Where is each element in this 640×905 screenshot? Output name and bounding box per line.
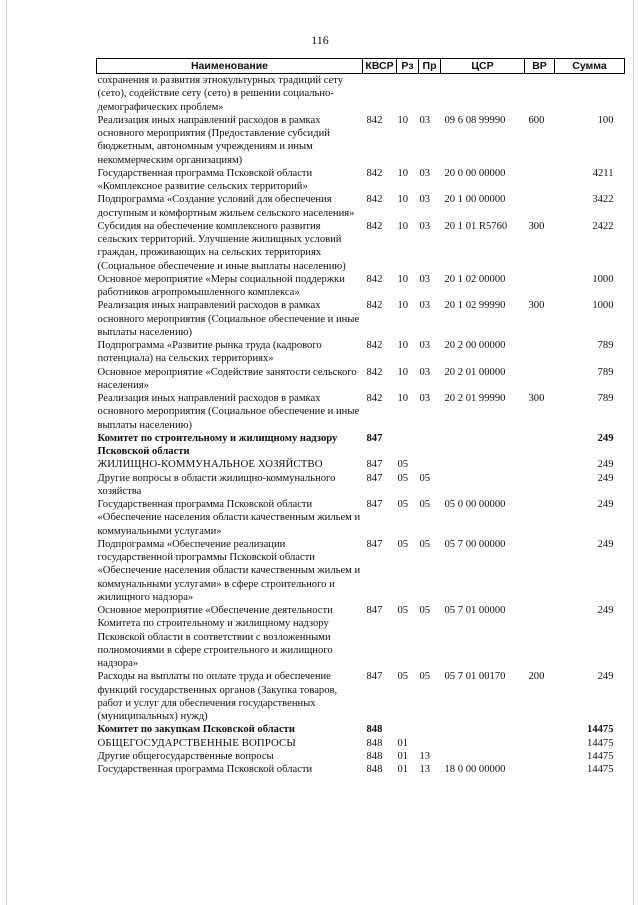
cell-vr: 300 <box>528 300 545 312</box>
cell-sum: 789 <box>597 340 614 351</box>
cell-vr <box>525 339 555 366</box>
header-kvsr: КВСР <box>363 59 397 74</box>
cell-csr: 20 2 01 99990 <box>444 393 506 404</box>
cell-name: Реализация иных направлений расходов в рамках основного мероприятия (Социальное обеспечение и иные выплаты населению) <box>97 300 360 338</box>
table-row <box>97 167 625 194</box>
cell-vr <box>525 604 555 670</box>
page-number: 116 <box>311 33 329 47</box>
cell-kvsr: 847 <box>366 605 383 616</box>
cell-kvsr: 848 <box>366 750 383 762</box>
cell-name: Основное мероприятие «Содействие занятости сельского населения» <box>97 366 357 391</box>
cell-vr: 300 <box>528 220 545 232</box>
cell-sum: 3422 <box>592 194 614 206</box>
cell-name: Реализация иных направлений расходов в рамках основного мероприятия (Социальное обеспечение и иные выплаты населению) <box>97 393 360 431</box>
cell-csr: 05 7 01 00000 <box>444 605 506 616</box>
cell-csr <box>441 723 525 736</box>
cell-vr <box>525 167 555 194</box>
cell-csr <box>441 458 525 471</box>
cell-name: Другие вопросы в области жилищно-коммунального хозяйства <box>97 472 336 497</box>
cell-kvsr: 842 <box>366 114 383 126</box>
cell-kvsr: 848 <box>366 724 383 736</box>
cell-kvsr: 842 <box>366 194 383 206</box>
table-row <box>97 604 625 670</box>
cell-sum: 249 <box>597 472 614 484</box>
cell-pr: 03 <box>419 393 431 404</box>
cell-name: Комитет по закупкам Псковской области <box>97 724 295 736</box>
cell-rz: 10 <box>397 300 409 312</box>
table-row <box>97 538 625 604</box>
cell-kvsr: 847 <box>366 499 383 510</box>
cell-vr <box>525 472 555 499</box>
header-vr: ВР <box>525 59 555 74</box>
cell-pr: 03 <box>419 220 431 232</box>
header-name: Наименование <box>97 59 363 74</box>
cell-pr: 03 <box>419 167 431 179</box>
cell-sum: 249 <box>597 538 614 550</box>
budget-table-container <box>96 58 624 776</box>
cell-rz: 05 <box>397 538 409 550</box>
cell-pr: 13 <box>419 764 431 775</box>
cell-sum: 789 <box>597 366 614 378</box>
cell-rz: 10 <box>397 114 409 126</box>
cell-sum: 2422 <box>592 220 614 232</box>
table-row <box>97 472 625 499</box>
cell-sum: 789 <box>597 393 614 404</box>
cell-sum: 14475 <box>587 750 614 762</box>
cell-kvsr: 842 <box>366 167 383 179</box>
scan-edge-left <box>6 0 7 905</box>
cell-csr: 05 0 00 00000 <box>444 499 506 510</box>
cell-kvsr: 848 <box>366 764 383 775</box>
cell-csr: 05 7 00 00000 <box>444 538 506 550</box>
cell-pr: 03 <box>419 114 431 126</box>
cell-sum: 249 <box>597 605 614 616</box>
cell-kvsr: 847 <box>366 671 383 683</box>
cell-csr: 20 1 00 00000 <box>444 194 506 206</box>
cell-name: Субсидия на обеспечение комплексного развития сельских территорий. Улучшение жилищных условий граждан, проживающих на сельских территориях (Социальное обеспечение и иные выплаты населению) <box>97 220 346 272</box>
cell-csr: 20 2 01 00000 <box>444 366 506 378</box>
table-row <box>97 193 625 220</box>
table-row <box>97 220 625 273</box>
cell-vr <box>525 366 555 393</box>
cell-kvsr: 847 <box>366 472 383 484</box>
cell-rz: 10 <box>397 340 409 351</box>
cell-pr: 03 <box>419 273 431 285</box>
cell-vr <box>525 458 555 471</box>
cell-pr <box>419 737 441 750</box>
cell-vr <box>525 498 555 538</box>
cell-vr <box>525 193 555 220</box>
table-row <box>97 432 625 459</box>
cell-rz: 10 <box>397 220 409 232</box>
cell-kvsr: 847 <box>366 459 383 471</box>
header-csr: ЦСР <box>441 59 525 74</box>
cell-name: Государственная программа Псковской области «Обеспечение населения области качественным жильем и коммунальными услугами» <box>97 499 361 537</box>
cell-name: Основное мероприятие «Меры социальной поддержки работников агропромышленного комплекса» <box>97 273 345 298</box>
cell-kvsr: 842 <box>366 340 383 351</box>
cell-sum: 249 <box>597 671 614 683</box>
header-rz: Рз <box>397 59 419 74</box>
table-row <box>97 670 625 723</box>
cell-vr <box>525 723 555 736</box>
table-row <box>97 273 625 300</box>
cell-csr: 20 1 02 99990 <box>444 300 506 312</box>
table-row <box>97 299 625 339</box>
cell-csr: 20 2 00 00000 <box>444 340 506 351</box>
cell-name: Реализация иных направлений расходов в рамках основного мероприятия (Предоставление субсидий бюджетным, автономным учреждениям и иным некоммерческим организациям) <box>97 114 330 166</box>
cell-sum: 14475 <box>587 737 614 749</box>
cell-rz: 05 <box>397 459 409 471</box>
cell-sum: 249 <box>597 432 614 444</box>
cell-csr <box>441 750 525 763</box>
cell-pr: 03 <box>419 366 431 378</box>
cell-csr <box>441 74 525 114</box>
table-row <box>97 339 625 366</box>
cell-rz: 05 <box>397 671 409 683</box>
cell-pr <box>419 432 441 459</box>
cell-kvsr: 842 <box>366 393 383 404</box>
table-header-row <box>97 59 625 74</box>
cell-vr: 200 <box>528 671 545 683</box>
table-row <box>97 737 625 750</box>
cell-rz <box>397 723 419 736</box>
cell-sum: 4211 <box>592 167 614 179</box>
cell-rz <box>397 74 419 114</box>
cell-sum: 249 <box>597 499 614 510</box>
cell-rz: 10 <box>397 194 409 206</box>
scan-edge-right <box>633 0 634 905</box>
cell-name: Подпрограмма «Развитие рынка труда (кадрового потенциала) на сельских территориях» <box>97 340 322 365</box>
cell-sum: 1000 <box>592 273 614 285</box>
cell-csr: 20 1 02 00000 <box>444 273 506 285</box>
cell-csr <box>441 737 525 750</box>
cell-name: Основное мероприятие «Обеспечение деятельности Комитета по строительному и жилищному надзору Псковской области в соответствии с возложенными полномочиями в сфере строительного и жилищного надзора» <box>97 605 333 669</box>
table-row <box>97 366 625 393</box>
cell-rz: 01 <box>397 750 409 762</box>
cell-csr <box>441 472 525 499</box>
cell-vr <box>525 74 555 114</box>
cell-vr <box>525 273 555 300</box>
cell-name: ЖИЛИЩНО-КОММУНАЛЬНОЕ ХОЗЯЙСТВО <box>97 458 323 471</box>
cell-csr: 20 1 01 R5760 <box>444 220 508 232</box>
budget-table <box>96 58 625 776</box>
cell-rz: 10 <box>397 167 409 179</box>
cell-sum: 1000 <box>592 300 614 312</box>
table-row <box>97 458 625 471</box>
cell-kvsr: 842 <box>366 273 383 285</box>
cell-rz: 05 <box>397 472 409 484</box>
cell-pr: 05 <box>419 472 431 484</box>
cell-vr <box>525 750 555 763</box>
cell-rz: 05 <box>397 605 409 616</box>
cell-sum: 14475 <box>587 764 614 775</box>
table-row <box>97 114 625 167</box>
cell-pr <box>419 74 441 114</box>
cell-vr: 300 <box>528 393 545 404</box>
cell-kvsr: 842 <box>366 220 383 232</box>
cell-rz: 05 <box>397 499 409 510</box>
cell-name: ОБЩЕГОСУДАРСТВЕННЫЕ ВОПРОСЫ <box>97 736 296 749</box>
header-sum: Сумма <box>555 59 625 74</box>
cell-rz: 10 <box>397 273 409 285</box>
cell-kvsr: 847 <box>366 432 383 444</box>
cell-csr: 18 0 00 00000 <box>444 764 506 775</box>
cell-pr: 05 <box>419 671 431 683</box>
cell-name: Комитет по строительному и жилищному надзору Псковской области <box>97 432 338 457</box>
cell-rz: 01 <box>397 764 409 775</box>
cell-pr <box>419 458 441 471</box>
cell-kvsr: 842 <box>366 366 383 378</box>
cell-rz: 10 <box>397 393 409 404</box>
cell-vr <box>525 432 555 459</box>
cell-name: Подпрограмма «Обеспечение реализации государственной программы Псковской области «Обеспечение населения области качественным жильем и коммунальными услугами» в сфере строительного и жилищного надзора» <box>97 538 361 603</box>
cell-sum: 14475 <box>587 724 614 736</box>
cell-vr <box>525 763 555 776</box>
cell-csr: 09 6 08 99990 <box>444 114 506 126</box>
cell-pr: 03 <box>419 194 431 206</box>
table-row <box>97 763 625 776</box>
table-row <box>97 392 625 432</box>
cell-vr: 600 <box>528 114 545 126</box>
cell-name: Подпрограмма «Создание условий для обеспечения доступным и комфортным жильем сельского населения» <box>97 194 355 219</box>
table-row <box>97 723 625 736</box>
cell-name: Государственная программа Псковской области «Комплексное развитие сельских территорий» <box>97 167 313 192</box>
cell-pr: 05 <box>419 605 431 616</box>
header-pr: Пр <box>419 59 441 74</box>
table-row <box>97 750 625 763</box>
cell-vr <box>525 538 555 604</box>
cell-kvsr: 842 <box>366 300 383 312</box>
cell-name: Государственная программа Псковской области <box>97 764 313 775</box>
table-row <box>97 498 625 538</box>
cell-pr: 05 <box>419 499 431 510</box>
table-row <box>97 74 625 114</box>
cell-pr: 03 <box>419 340 431 351</box>
cell-pr: 03 <box>419 300 431 312</box>
cell-csr: 05 7 01 00170 <box>444 671 506 683</box>
cell-name: Другие общегосударственные вопросы <box>97 750 274 762</box>
cell-rz: 10 <box>397 366 409 378</box>
cell-name: Расходы на выплаты по оплате труда и обеспечение функций государственных органов (Закупка товаров, работ и услуг для обеспечения государственных (муниципальных) нужд) <box>97 671 338 722</box>
cell-rz: 01 <box>397 737 409 749</box>
cell-name: сохранения и развития этнокультурных традиций сету (сето), содействие сету (сето) в решении социально-демографических проблем» <box>97 75 344 113</box>
cell-vr <box>525 737 555 750</box>
cell-pr: 05 <box>419 538 431 550</box>
cell-rz <box>397 432 419 459</box>
cell-kvsr: 847 <box>366 538 383 550</box>
cell-kvsr: 848 <box>366 737 383 749</box>
cell-csr <box>441 432 525 459</box>
cell-sum: 100 <box>597 114 614 126</box>
table-body <box>97 74 625 777</box>
cell-csr: 20 0 00 00000 <box>444 167 506 179</box>
cell-sum <box>555 74 625 114</box>
cell-kvsr <box>363 74 397 114</box>
cell-pr: 13 <box>419 750 431 762</box>
cell-sum: 249 <box>597 459 614 471</box>
cell-pr <box>419 723 441 736</box>
